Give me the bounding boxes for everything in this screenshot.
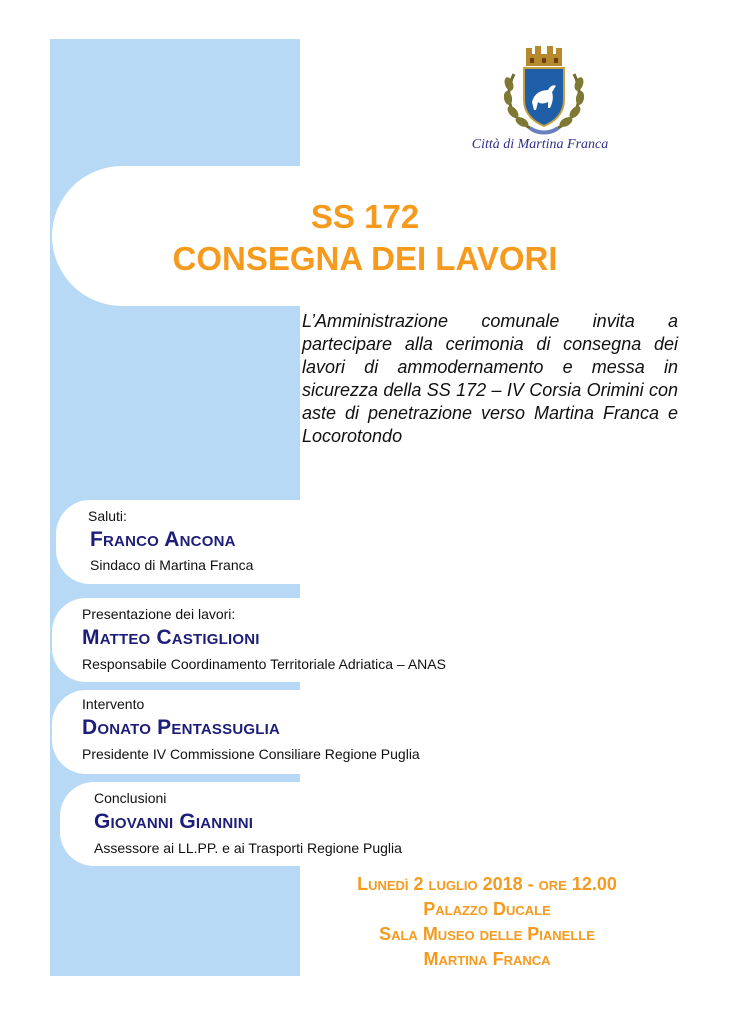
coat-of-arms-icon [500, 44, 588, 136]
event-venue: Palazzo Ducale [423, 899, 551, 919]
speaker-block [52, 598, 712, 682]
title-line-2: CONSEGNA DEI LAVORI [172, 240, 558, 277]
speaker-role: Presentazione dei lavori: [82, 606, 236, 622]
event-room: Sala Museo delle Pianelle [379, 924, 595, 944]
speaker-block [56, 500, 716, 584]
city-name: Città di Martina Franca [471, 137, 609, 152]
event-details [300, 872, 674, 972]
speaker-name: Donato Pentassuglia [82, 716, 280, 739]
page-title [80, 196, 650, 280]
invitation-text: L’Amministrazione comunale invita a partecipare alla cerimonia di consegna dei lavori di ammodernamento e messa in sicurezza della SS 172 – IV Corsia Orimini con aste di penetrazione verso Martina Franca e Locorotondo [302, 311, 678, 446]
speaker-role: Intervento [82, 696, 145, 712]
speaker-description: Assessore ai LL.PP. e ai Trasporti Regione Puglia [94, 840, 402, 856]
speaker-name: Giovanni Giannini [94, 810, 254, 833]
speaker-block [60, 782, 720, 866]
speaker-name: Matteo Castiglioni [82, 626, 260, 649]
event-date: Lunedì 2 luglio 2018 - ore 12.00 [357, 874, 617, 894]
title-line-1: SS 172 [310, 198, 420, 235]
speaker-role: Saluti: [88, 508, 127, 524]
speaker-block [52, 690, 712, 774]
speaker-description: Sindaco di Martina Franca [90, 557, 254, 573]
speaker-name: Franco Ancona [90, 528, 236, 551]
speaker-description: Presidente IV Commissione Consiliare Regione Puglia [82, 746, 420, 762]
event-city: Martina Franca [423, 949, 551, 969]
speaker-description: Responsabile Coordinamento Territoriale Adriatica – ANAS [82, 656, 446, 672]
speaker-role: Conclusioni [94, 790, 167, 806]
